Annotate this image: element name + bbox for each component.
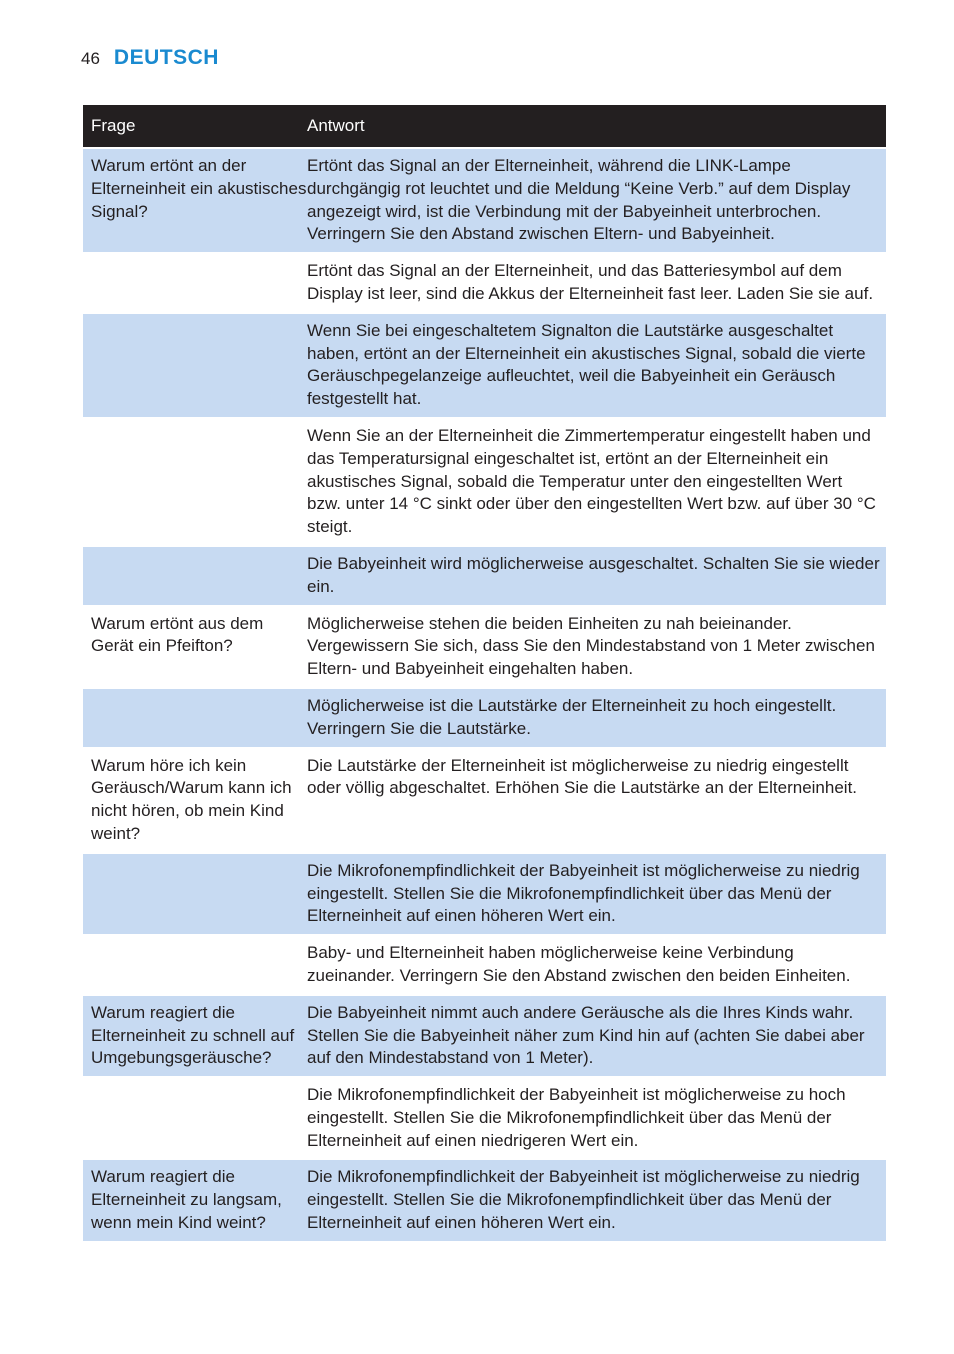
question-cell: [83, 689, 307, 747]
question-cell: Warum ertönt an der Elterneinheit ein akustisches Signal?: [91, 156, 307, 221]
question-cell: [83, 254, 307, 312]
table-row: [83, 607, 886, 687]
answer-cell: Ertönt das Signal an der Elterneinheit, während die LINK-Lampe durchgängig rot leuchtet und die Meldung “Keine Verb.” auf dem Display angezeigt wird, ist die Verbindung mit der Babyeinheit unterbrochen. Verringern Sie den Abstand zwischen Eltern- und Babyeinheit.: [307, 156, 851, 244]
table-header: [83, 105, 886, 147]
column-header-question: Frage: [91, 116, 136, 135]
table-row: [83, 749, 886, 852]
question-cell: [83, 419, 307, 545]
question-cell: Warum höre ich kein Geräusch/Warum kann ich nicht hören, ob mein Kind weint?: [91, 755, 292, 843]
table-row: [83, 547, 886, 605]
answer-cell: Möglicherweise stehen die beiden Einheiten zu nah beieinander. Vergewissern Sie sich, dass Sie den Mindestabstand von 1 Meter zwischen Eltern- und Babyeinheit eingehalten haben.: [307, 613, 875, 679]
answer-cell: Die Mikrofonempfindlichkeit der Babyeinheit ist möglicherweise zu niedrig eingestellt. Stellen Sie die Mikrofonempfindlichkeit über das Menü der Elterneinheit auf einen höheren Wert ein.: [307, 1167, 860, 1233]
answer-cell: Baby- und Elterneinheit haben möglicherweise keine Verbindung zueinander. Verringern Sie den Abstand zwischen den beiden Einheiten.: [307, 943, 851, 985]
answer-cell: Die Babyeinheit wird möglicherweise ausgeschaltet. Schalten Sie sie wieder ein.: [307, 553, 880, 596]
answer-cell: Die Mikrofonempfindlichkeit der Babyeinheit ist möglicherweise zu hoch eingestellt. Stellen Sie die Mikrofonempfindlichkeit über das Menü der Elterneinheit auf einen niedrigeren Wert ein.: [307, 1085, 846, 1150]
answer-cell: Wenn Sie an der Elterneinheit die Zimmertemperatur eingestellt haben und das Temperatursignal eingeschaltet ist, ertönt an der Elterneinheit ein akustisches Signal, sobald die Temperatur unter den eingestellten Wert bzw. unter 14 °C sinkt oder über den eingestellten Wert bzw. auf über 30 °C steigt.: [307, 425, 876, 537]
table-row: [83, 854, 886, 934]
table-row: [83, 936, 886, 994]
question-cell: Warum reagiert die Elterneinheit zu langsam, wenn mein Kind weint?: [91, 1167, 282, 1233]
answer-cell: Die Babyeinheit nimmt auch andere Geräusche als die Ihres Kinds wahr. Stellen Sie die Babyeinheit näher zum Kind hin auf (achten Sie dabei aber auf den Mindestabstand von 1 Meter).: [307, 1002, 865, 1068]
table-body: [83, 149, 886, 1241]
answer-cell: Wenn Sie bei eingeschaltetem Signalton die Lautstärke ausgeschaltet haben, ertönt an der Elterneinheit ein akustisches Signal, sobald die vierte Geräuschpegelanzeige aufleuchtet, weil die Babyeinheit ein Geräusch festgestellt hat.: [307, 320, 866, 409]
question-cell: [83, 936, 307, 994]
question-cell: [83, 547, 307, 605]
table-row: [83, 149, 886, 252]
table-row: [83, 1078, 886, 1158]
question-cell: Warum ertönt aus dem Gerät ein Pfeifton?: [91, 613, 264, 656]
table-row: [83, 254, 886, 312]
column-header-answer: Antwort: [307, 116, 365, 135]
question-cell: [83, 854, 307, 934]
answer-cell: Ertönt das Signal an der Elterneinheit, und das Batteriesymbol auf dem Display ist leer, sind die Akkus der Elterneinheit fast leer. Laden Sie sie auf.: [307, 261, 874, 303]
answer-cell: Die Mikrofonempfindlichkeit der Babyeinheit ist möglicherweise zu niedrig eingestellt. Stellen Sie die Mikrofonempfindlichkeit über das Menü der Elterneinheit auf einen höheren Wert ein.: [307, 860, 860, 926]
question-cell: [83, 314, 307, 417]
page-header: [81, 46, 219, 76]
section-title: DEUTSCH: [113, 46, 219, 69]
answer-cell: Möglicherweise ist die Lautstärke der Elterneinheit zu hoch eingestellt. Verringern Sie die Lautstärke.: [307, 695, 837, 738]
page-number: 46: [81, 49, 100, 68]
table-row: [83, 314, 886, 417]
faq-table: [83, 105, 886, 1243]
table-row: [83, 689, 886, 747]
answer-cell: Die Lautstärke der Elterneinheit ist möglicherweise zu niedrig eingestellt oder völlig abgeschaltet. Erhöhen Sie die Lautstärke an der Elterneinheit.: [307, 755, 858, 798]
table-row: [83, 996, 886, 1076]
table-row: [83, 419, 886, 545]
table-row: [83, 1160, 886, 1240]
question-cell: Warum reagiert die Elterneinheit zu schnell auf Umgebungsgeräusche?: [91, 1002, 295, 1068]
question-cell: [83, 1078, 307, 1158]
